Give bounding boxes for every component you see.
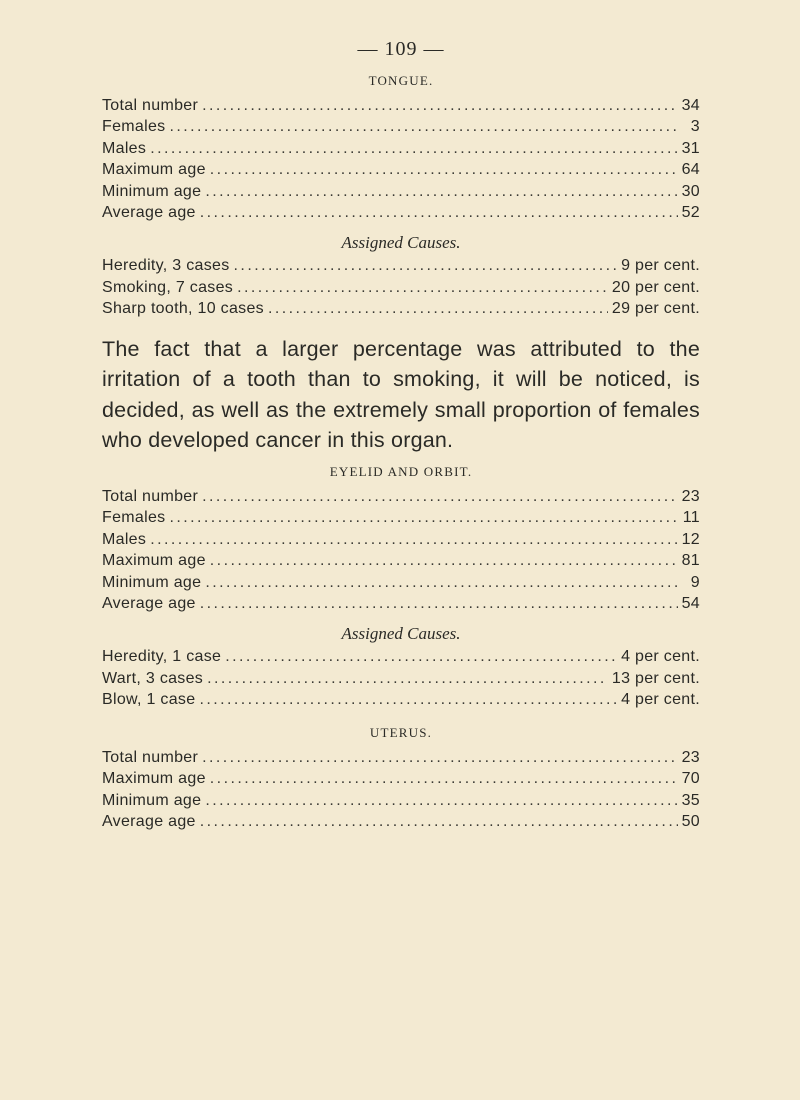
dot-leader: [200, 202, 678, 223]
section-heading-uterus: UTERUS.: [369, 724, 433, 740]
stat-row: [102, 486, 700, 507]
dot-leader: [225, 646, 617, 667]
stat-value: 34: [681, 97, 700, 114]
stat-value: 64: [681, 161, 700, 179]
stat-row: [102, 550, 700, 571]
dot-leader: [205, 572, 678, 593]
stat-row: [102, 116, 700, 137]
stat-row: [102, 181, 700, 202]
page-content: [102, 38, 700, 836]
stat-row: [102, 811, 700, 832]
dot-leader: [234, 255, 618, 276]
tongue-causes: [102, 255, 700, 319]
dot-leader: [237, 277, 608, 298]
stat-value: 23: [681, 748, 700, 766]
dot-leader: [169, 507, 678, 528]
stat-row: [102, 95, 700, 116]
stat-value: 9: [690, 573, 700, 591]
dot-leader: [210, 768, 678, 789]
stat-label: Maximum age: [102, 770, 206, 788]
cause-label: Blow, 1 case: [102, 691, 196, 709]
cause-value: 4 per cent.: [621, 691, 700, 709]
stat-label: Minimum age: [102, 791, 202, 809]
dot-leader: [200, 811, 678, 832]
cause-value: 9 per cent.: [621, 257, 700, 275]
uterus-section: [102, 725, 700, 833]
stat-value: 70: [681, 770, 700, 788]
body-paragraph: The fact that a larger percentage was attributed to the irritation of a tooth than to smoking, it will be noticed, is decided, as well as the extremely small proportion of females who developed cancer in this organ.: [102, 336, 700, 453]
causes-heading-tongue: Assigned Causes.: [341, 233, 461, 253]
stat-row: [102, 507, 700, 528]
cause-label: Wart, 3 cases: [102, 669, 204, 687]
dot-leader: [210, 550, 678, 571]
cause-row: [102, 255, 700, 276]
dot-leader: [169, 116, 678, 137]
eyelid-causes: [102, 646, 700, 710]
stat-value: 35: [681, 791, 700, 809]
cause-label: Sharp tooth, 10 cases: [102, 300, 264, 318]
stat-row: [102, 747, 700, 768]
stat-label: Minimum age: [102, 573, 202, 591]
page-number: — 109 —: [357, 38, 445, 60]
eyelid-stats: [102, 486, 700, 614]
stat-label: Total number: [102, 748, 199, 766]
cause-row: [102, 298, 700, 319]
stat-row: [102, 593, 700, 614]
stat-value: 31: [681, 139, 700, 157]
stat-label: Females: [102, 509, 166, 527]
stat-label: Total number: [102, 488, 199, 506]
dot-leader: [205, 181, 677, 202]
eyelid-section: [102, 464, 700, 711]
stat-value: 12: [681, 530, 700, 548]
stat-row: [102, 159, 700, 180]
dot-leader: [210, 159, 678, 180]
dot-leader: [199, 689, 617, 710]
dot-leader: [202, 486, 678, 507]
stat-value: 50: [681, 812, 700, 830]
section-heading-eyelid: EYELID AND ORBIT.: [329, 464, 473, 480]
stat-value: 54: [681, 595, 700, 613]
cause-value: 13 per cent.: [611, 669, 700, 687]
stat-value: 11: [682, 509, 700, 527]
cause-label: Heredity, 3 cases: [102, 257, 230, 275]
stat-value: 52: [681, 204, 700, 222]
stat-value: 3: [690, 118, 700, 136]
stat-label: Males: [102, 139, 147, 157]
stat-row: [102, 529, 700, 550]
dot-leader: [268, 298, 608, 319]
cause-row: [102, 277, 700, 298]
dot-leader: [207, 668, 608, 689]
stat-label: Maximum age: [102, 161, 206, 179]
uterus-stats: [102, 747, 700, 833]
stat-label: Males: [102, 530, 147, 548]
cause-value: 20 per cent.: [611, 278, 700, 296]
cause-row: [102, 668, 700, 689]
dot-leader: [202, 747, 678, 768]
stat-row: [102, 790, 700, 811]
dot-leader: [205, 790, 677, 811]
tongue-stats: [102, 95, 700, 223]
dot-leader: [200, 593, 678, 614]
stat-row: [102, 138, 700, 159]
stat-row: [102, 572, 700, 593]
cause-row: [102, 646, 700, 667]
section-heading-tongue: TONGUE.: [368, 73, 434, 88]
cause-label: Smoking, 7 cases: [102, 278, 234, 296]
stat-value: 81: [681, 552, 700, 570]
stat-row: [102, 202, 700, 223]
stat-label: Total number: [102, 97, 199, 114]
stat-label: Average age: [102, 812, 196, 830]
dot-leader: [202, 95, 678, 116]
cause-value: 4 per cent.: [621, 648, 700, 666]
cause-row: [102, 689, 700, 710]
stat-label: Maximum age: [102, 552, 206, 570]
stat-label: Average age: [102, 204, 196, 222]
cause-value: 29 per cent.: [611, 300, 700, 318]
stat-label: Minimum age: [102, 182, 202, 200]
stat-label: Females: [102, 118, 166, 136]
stat-value: 23: [681, 488, 700, 506]
tongue-section: [102, 73, 700, 320]
causes-heading-eyelid: Assigned Causes.: [341, 624, 461, 644]
dot-leader: [150, 529, 677, 550]
stat-label: Average age: [102, 595, 196, 613]
dot-leader: [150, 138, 677, 159]
stat-row: [102, 768, 700, 789]
cause-label: Heredity, 1 case: [102, 648, 222, 666]
stat-value: 30: [681, 182, 700, 200]
